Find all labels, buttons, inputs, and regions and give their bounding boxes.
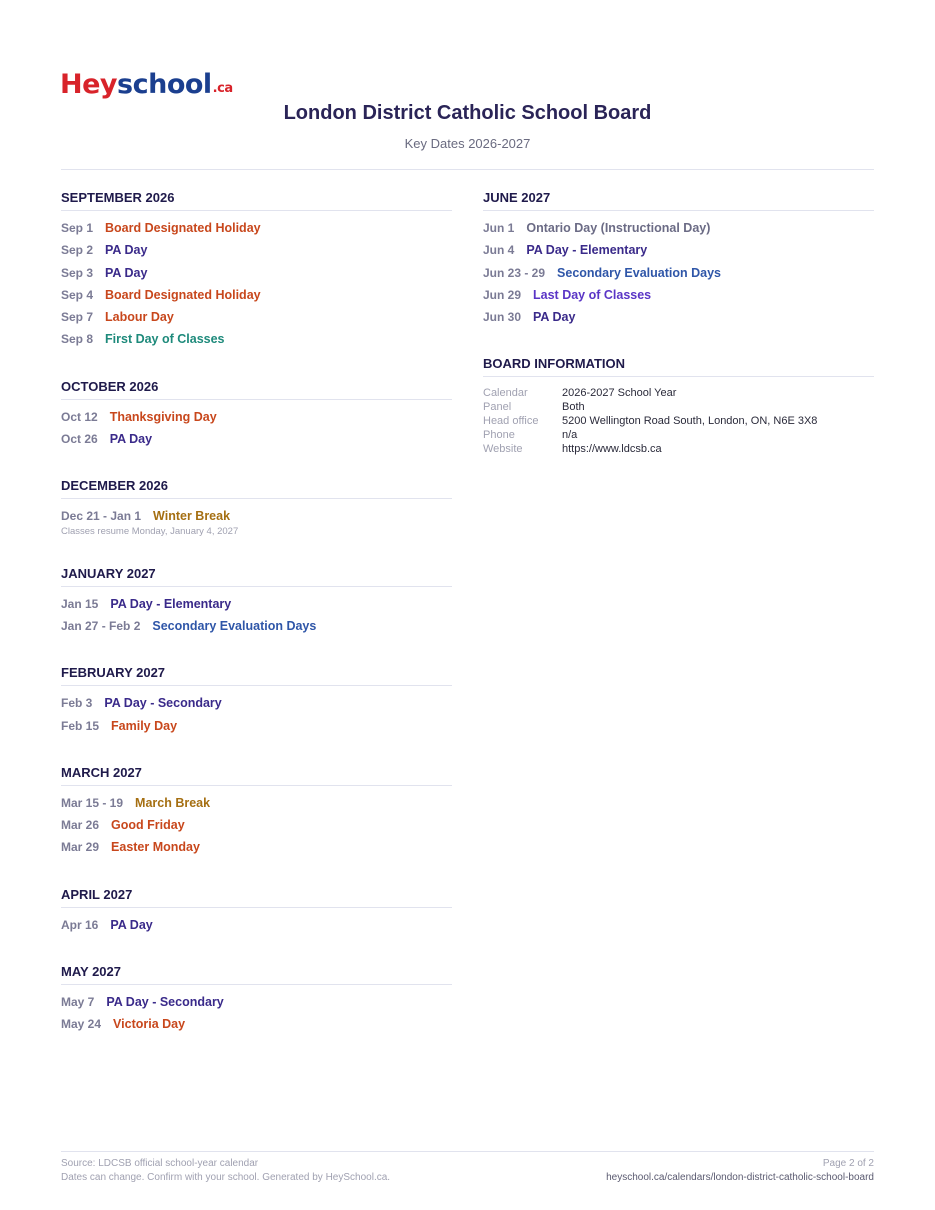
event-row — [61, 406, 452, 428]
event-name: Secondary Evaluation Days — [152, 618, 317, 633]
board-info-table — [483, 387, 874, 456]
month-section — [61, 479, 452, 537]
event-name: PA Day - Secondary — [104, 696, 222, 711]
event-row — [61, 991, 452, 1013]
event-name: Victoria Day — [113, 1017, 186, 1032]
event-row — [483, 239, 874, 261]
month-section — [61, 888, 452, 936]
event-date: Jun 30 — [483, 310, 522, 325]
event-name: PA Day - Elementary — [110, 596, 232, 611]
footer-source: Source: LDCSB official school-year calendar — [61, 1158, 259, 1169]
event-row — [61, 239, 452, 261]
event-date: Dec 21 - Jan 1 — [61, 509, 142, 524]
event-name: PA Day — [110, 917, 153, 932]
event-date: Sep 3 — [61, 265, 94, 280]
event-row — [61, 593, 452, 615]
event-name: PA Day — [109, 432, 153, 447]
board-info-label: Calendar — [483, 387, 528, 400]
footer-disclaimer: Dates can change. Confirm with your school. Generated by HeySchool.ca. — [61, 1172, 391, 1183]
board-info-value: 2026-2027 School Year — [562, 387, 677, 400]
event-date: Jan 15 — [61, 596, 99, 611]
event-date: Jun 29 — [483, 287, 522, 302]
board-info-label: Website — [483, 442, 523, 455]
footer-right — [606, 1157, 874, 1185]
event-row — [61, 715, 452, 737]
board-info-label: Head office — [483, 415, 539, 428]
event-date: Jun 4 — [483, 243, 515, 258]
event-name: PA Day — [533, 310, 576, 325]
event-row — [61, 262, 452, 284]
board-info-row — [483, 429, 874, 443]
board-info-value: 5200 Wellington Road South, London, ON, N6E 3X8 — [562, 415, 818, 428]
month-section — [61, 666, 452, 737]
event-name: PA Day — [105, 243, 148, 258]
event-row — [61, 914, 452, 936]
left-column — [61, 191, 452, 1065]
month-heading: FEBRUARY 2027 — [61, 666, 452, 686]
month-section — [61, 766, 452, 859]
month-heading: SEPTEMBER 2026 — [61, 191, 452, 211]
month-section — [61, 965, 452, 1036]
event-row — [61, 692, 452, 714]
event-row — [483, 262, 874, 284]
event-date: Mar 15 - 19 — [61, 795, 124, 810]
month-heading: DECEMBER 2026 — [61, 479, 452, 499]
event-row — [61, 328, 452, 350]
board-info-row — [483, 401, 874, 415]
board-website-link[interactable]: https://www.ldcsb.ca — [562, 442, 662, 455]
event-date: Mar 26 — [61, 818, 100, 833]
event-date: Jan 27 - Feb 2 — [61, 618, 141, 633]
event-name: Board Designated Holiday — [105, 221, 261, 235]
page-subtitle: Key Dates 2026-2027 — [404, 136, 531, 151]
header-divider — [61, 169, 874, 170]
event-date: Sep 1 — [61, 221, 94, 235]
event-name: PA Day — [105, 265, 148, 280]
board-info-value: Both — [562, 401, 585, 414]
event-row — [61, 428, 452, 450]
event-date: Mar 29 — [61, 840, 100, 855]
heyschool-logo[interactable] — [60, 60, 233, 100]
month-section — [61, 567, 452, 638]
month-heading: JANUARY 2027 — [61, 567, 452, 587]
event-row — [61, 217, 452, 239]
event-row — [61, 284, 452, 306]
month-section — [61, 380, 452, 451]
footer-divider — [61, 1151, 874, 1152]
footer-left — [61, 1157, 390, 1185]
event-row — [61, 1013, 452, 1035]
event-name: Ontario Day (Instructional Day) — [526, 221, 711, 235]
event-date: Sep 2 — [61, 243, 94, 258]
event-name: Good Friday — [111, 818, 185, 833]
event-date: Apr 16 — [61, 917, 99, 932]
event-name: Labour Day — [105, 310, 174, 325]
event-row — [61, 836, 452, 858]
event-row — [61, 814, 452, 836]
event-date: May 7 — [61, 995, 95, 1010]
month-heading: MAY 2027 — [61, 965, 452, 985]
event-date: Sep 4 — [61, 287, 94, 302]
board-info-label: Phone — [483, 428, 515, 441]
logo-school-text: school — [117, 69, 212, 100]
month-heading: MARCH 2027 — [61, 766, 452, 786]
event-name: PA Day - Elementary — [526, 243, 648, 258]
logo-hey-text: Hey — [60, 69, 118, 100]
footer-page-number: Page 2 of 2 — [822, 1158, 874, 1169]
event-name: First Day of Classes — [105, 332, 225, 347]
month-section — [61, 191, 452, 351]
event-note: Classes resume Monday, January 4, 2027 — [61, 525, 239, 537]
month-section — [483, 191, 874, 328]
event-row — [483, 217, 874, 239]
board-info-heading: BOARD INFORMATION — [483, 357, 874, 377]
month-heading: OCTOBER 2026 — [61, 380, 452, 400]
event-date: Feb 15 — [61, 718, 100, 733]
board-info-row — [483, 387, 874, 401]
event-name: Last Day of Classes — [533, 287, 652, 302]
board-info-row — [483, 415, 874, 429]
event-name: Thanksgiving Day — [109, 409, 217, 424]
board-info-value: n/a — [562, 428, 578, 441]
month-heading: JUNE 2027 — [483, 191, 874, 211]
event-name: Family Day — [111, 718, 178, 733]
event-row — [61, 306, 452, 328]
event-date: Jun 23 - 29 — [483, 265, 546, 280]
event-date: Jun 1 — [483, 221, 515, 235]
board-info-label: Panel — [483, 401, 512, 414]
board-info-section — [483, 357, 874, 456]
logo-tld-text: .ca — [212, 81, 233, 96]
event-name: Board Designated Holiday — [105, 287, 261, 302]
event-name: March Break — [135, 795, 211, 810]
event-name: PA Day - Secondary — [106, 995, 224, 1010]
event-row — [61, 505, 452, 527]
event-row — [61, 615, 452, 637]
event-row — [61, 792, 452, 814]
event-name: Winter Break — [153, 509, 231, 524]
event-date: May 24 — [61, 1017, 102, 1032]
event-date: Sep 8 — [61, 332, 94, 347]
footer-url-link[interactable]: heyschool.ca/calendars/london-district-catholic-school-board — [606, 1172, 874, 1183]
event-date: Oct 26 — [61, 432, 98, 447]
board-info-row — [483, 443, 874, 457]
page-title: London District Catholic School Board — [283, 102, 652, 124]
event-name: Secondary Evaluation Days — [557, 265, 721, 280]
event-date: Sep 7 — [61, 310, 94, 325]
right-column — [483, 191, 874, 485]
event-row — [483, 284, 874, 306]
month-heading: APRIL 2027 — [61, 888, 452, 908]
event-row — [483, 306, 874, 328]
event-date: Oct 12 — [61, 409, 98, 424]
event-date: Feb 3 — [61, 696, 93, 711]
event-name: Easter Monday — [111, 840, 200, 855]
